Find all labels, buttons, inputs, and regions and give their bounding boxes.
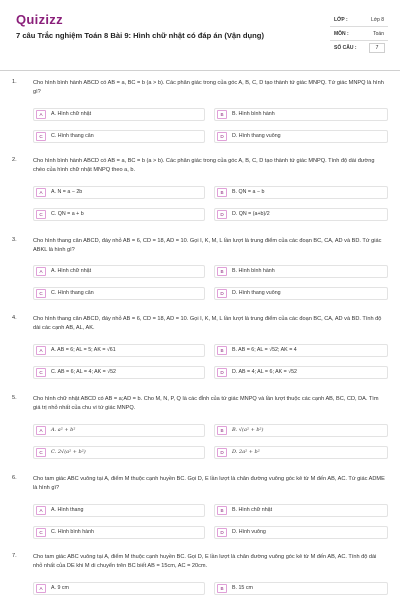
subject-row	[330, 28, 388, 41]
option-text: C. 2√(a² + b²)	[51, 449, 86, 455]
option-text: C. Hình bình hành	[51, 529, 94, 535]
option-d[interactable]	[214, 208, 388, 221]
option-letter: A	[36, 267, 46, 276]
option-text: A. AB = 6; AL = 5; AK = √61	[51, 347, 116, 353]
option-d[interactable]	[214, 130, 388, 143]
option-letter: B	[217, 267, 227, 276]
worksheet-title: 7 câu Trắc nghiệm Toán 8 Bài 9: Hình chữ nhật có đáp án (Vận dụng)	[16, 31, 264, 40]
option-text: D. QN = (a+b)/2	[232, 211, 270, 217]
option-letter: A	[36, 426, 46, 435]
count-row	[330, 42, 388, 54]
option-b[interactable]	[214, 582, 388, 595]
option-text: B. Hình chữ nhật	[232, 507, 273, 513]
option-a[interactable]	[33, 344, 205, 357]
option-b[interactable]	[214, 186, 388, 199]
count-value: 7	[375, 45, 379, 51]
option-a[interactable]	[33, 582, 205, 595]
option-b[interactable]	[214, 265, 388, 278]
question-number: 7.	[12, 553, 17, 559]
option-letter: D	[217, 210, 227, 219]
option-letter: C	[36, 289, 46, 298]
option-text: D. AB = 4; AL = 6; AK = √52	[232, 369, 297, 375]
option-b[interactable]	[214, 424, 388, 437]
count-box	[369, 43, 385, 53]
option-letter: B	[217, 346, 227, 355]
option-letter: D	[217, 289, 227, 298]
option-text: C. Hình thang cân	[51, 290, 94, 296]
option-letter: A	[36, 110, 46, 119]
option-a[interactable]	[33, 504, 205, 517]
question-number: 3.	[12, 237, 17, 243]
option-letter: C	[36, 132, 46, 141]
option-text: A. a² + b²	[51, 427, 76, 433]
class-value: Lớp 8	[370, 17, 384, 23]
option-letter: B	[217, 426, 227, 435]
option-text: D. Hình vuông	[232, 529, 266, 535]
option-text: A. Hình chữ nhật	[51, 268, 92, 274]
option-text: B. AB = 6; AL = √52; AK = 4	[232, 347, 297, 353]
option-letter: A	[36, 506, 46, 515]
option-c[interactable]	[33, 526, 205, 539]
question-text: Cho hình thang cân ABCD, đáy nhỏ AB = 6, CD = 18, AD = 10. Gọi I, K, M, L lần lượt là trung điểm của các đoạn BC, CA, AD và BD. Tính độ dài các cạnh AB, AL, AK.	[33, 316, 382, 331]
option-c[interactable]	[33, 287, 205, 300]
question-text: Cho tam giác ABC vuông tại A, điểm M thuộc cạnh huyền BC. Gọi D, E lần lượt là chân đường vuông góc kẻ từ M đến AB, AC. Tính độ dài nhỏ nhất của DE khi M di chuyển trên BC biết AB = 15cm, AC = 20cm.	[33, 554, 377, 569]
option-letter: B	[217, 110, 227, 119]
option-text: C. QN = a + b	[51, 211, 84, 217]
option-letter: B	[217, 188, 227, 197]
option-text: B. 15 cm	[232, 585, 253, 591]
question-text: Cho hình bình hành ABCD có AB = a, BC = b (a > b). Các phân giác trong của góc A, B, C, D tạo thành tứ giác MNPQ. Tứ giác MNPQ là hình gì?	[33, 80, 384, 95]
option-text: D. 2a² + b²	[232, 449, 260, 455]
option-text: B. QN = a − b	[232, 189, 265, 195]
option-text: B. √(a² + b²)	[232, 427, 264, 433]
option-d[interactable]	[214, 526, 388, 539]
class-label: LỚP :	[334, 17, 348, 23]
question-text: Cho hình bình hành ABCD có AB = a, BC = b (a > b). Các phân giác trong của góc A, B, C, D tạo thành tứ giác MNPQ. Tính độ dài đường chéo của hình chữ nhật MNPQ theo a, b.	[33, 158, 375, 173]
option-text: A. N = a − 2b	[51, 189, 83, 195]
option-c[interactable]	[33, 208, 205, 221]
question-number: 2.	[12, 157, 17, 163]
count-label: SỐ CÂU :	[334, 45, 357, 51]
option-a[interactable]	[33, 186, 205, 199]
option-text: A. Hình chữ nhật	[51, 111, 92, 117]
subject-value: Toán	[373, 31, 384, 37]
question-text: Cho hình thang cân ABCD, đáy nhỏ AB = 6, CD = 18, AD = 10. Gọi I, K, M, L lần lượt là trung điểm của các đoạn BC, CA, AD và BD. Tứ giác ABKL là hình gì?	[33, 238, 382, 253]
option-letter: D	[217, 132, 227, 141]
question-text: Cho hình chữ nhật ABCD có AB = a;AD = b. Cho M, N, P, Q là các đỉnh của tứ giác MNPQ và lần lượt thuộc các cạnh AB, BC, CD, DA. Tìm giá trị nhỏ nhất của chu vi tứ giác MNPQ.	[33, 396, 379, 411]
option-b[interactable]	[214, 504, 388, 517]
option-d[interactable]	[214, 366, 388, 379]
option-d[interactable]	[214, 287, 388, 300]
option-b[interactable]	[214, 108, 388, 121]
option-letter: A	[36, 346, 46, 355]
question-number: 1.	[12, 79, 17, 85]
option-letter: B	[217, 506, 227, 515]
option-d[interactable]	[214, 446, 388, 459]
option-text: B. Hình bình hành	[232, 111, 275, 117]
option-letter: C	[36, 528, 46, 537]
option-letter: D	[217, 368, 227, 377]
option-letter: A	[36, 188, 46, 197]
option-a[interactable]	[33, 265, 205, 278]
option-b[interactable]	[214, 344, 388, 357]
question-number: 4.	[12, 315, 17, 321]
option-text: D. Hình thang vuông	[232, 133, 281, 139]
option-letter: B	[217, 584, 227, 593]
header-divider	[0, 70, 400, 71]
option-a[interactable]	[33, 108, 205, 121]
subject-label: MÔN :	[334, 31, 349, 37]
option-letter: C	[36, 368, 46, 377]
class-row	[330, 14, 388, 27]
option-text: A. Hình thang	[51, 507, 84, 513]
option-text: C. AB = 6; AL = 4; AK = √52	[51, 369, 116, 375]
option-c[interactable]	[33, 130, 205, 143]
question-number: 6.	[12, 475, 17, 481]
option-text: D. Hình thang vuông	[232, 290, 281, 296]
option-text: C. Hình thang cân	[51, 133, 94, 139]
option-letter: D	[217, 528, 227, 537]
option-letter: D	[217, 448, 227, 457]
question-text: Cho tam giác ABC vuông tại A, điểm M thuộc cạnh huyền BC. Gọi D, E lần lượt là chân đường vuông góc kẻ từ M đến AB, AC. Tứ giác ADME là hình gì?	[33, 476, 385, 491]
worksheet-header	[0, 0, 400, 64]
option-letter: A	[36, 584, 46, 593]
quizizz-logo: Quizizz	[16, 12, 63, 27]
option-c[interactable]	[33, 366, 205, 379]
option-letter: C	[36, 448, 46, 457]
option-a[interactable]	[33, 424, 205, 437]
question-number: 5.	[12, 395, 17, 401]
option-text: A. 9 cm	[51, 585, 69, 591]
option-c[interactable]	[33, 446, 205, 459]
option-text: B. Hình bình hành	[232, 268, 275, 274]
option-letter: C	[36, 210, 46, 219]
